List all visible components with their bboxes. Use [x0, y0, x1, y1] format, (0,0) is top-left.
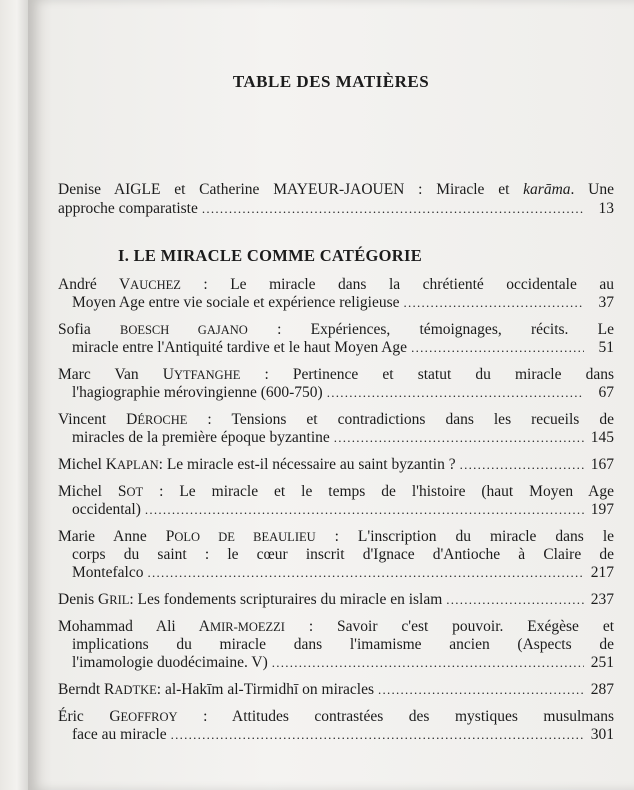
previous-page-edge: [0, 0, 28, 790]
toc-entry-line: [58, 546, 614, 564]
toc-entry: [58, 618, 614, 672]
entry-title: miracles de la première époque byzantine: [72, 429, 330, 446]
entry-title: : Les fondements scripturaires du miracle en islam: [129, 591, 443, 608]
toc-entry: [58, 528, 614, 582]
toc-entry-line: [58, 339, 614, 357]
entry-title: l'hagiographie mérovingienne (600-750): [72, 384, 323, 401]
entry-author: Marc Van UYTFANGHE: [58, 366, 241, 383]
leader-dots: [145, 501, 584, 519]
toc-entry-line: [58, 528, 614, 546]
entry-title: implications du miracle dans l'imamisme ancien (Aspects de: [72, 636, 614, 653]
leader-dots: [334, 429, 584, 447]
toc-entry-line: [58, 483, 614, 501]
page-number: 145: [590, 429, 614, 446]
intro-line-1: [58, 180, 614, 199]
toc-entry: [58, 591, 614, 609]
leader-dots: [404, 294, 584, 312]
leader-dots: [378, 681, 584, 699]
leader-dots: [446, 591, 584, 609]
entry-title: miracle entre l'Antiquité tardive et le haut Moyen Age: [72, 339, 408, 356]
entry-title: : Expériences, témoignages, récits. Le: [277, 321, 615, 338]
page-number: 51: [598, 339, 614, 356]
toc-entry-line: [58, 726, 614, 744]
intro-title-end: . Une: [570, 181, 614, 198]
toc-entry-line: [58, 636, 614, 654]
intro-line-2: [58, 199, 614, 218]
entry-title: : Pertinence et statut du miracle dans: [264, 366, 614, 383]
leader-dots: [202, 199, 584, 218]
entry-title: occidental): [72, 501, 141, 518]
toc-entry-line: [58, 384, 614, 402]
toc-entry: [58, 366, 614, 402]
entry-title: : Le miracle est-il nécessaire au saint byzantin ?: [158, 456, 456, 473]
toc-entry-line: [58, 681, 614, 699]
entry-title: : Savoir c'est pouvoir. Exégèse et: [308, 618, 615, 635]
entry-title: corps du saint : le cœur inscrit d'Ignace d'Antioche à Claire de: [72, 546, 614, 563]
entry-title: : Attitudes contrastées des mystiques musulmans: [203, 708, 615, 725]
page-number: 37: [598, 294, 614, 311]
toc-entry: [58, 483, 614, 519]
toc-entry: [58, 681, 614, 699]
page-number: 167: [590, 456, 614, 473]
entry-author: Marie Anne POLO DE BEAULIEU: [58, 528, 316, 545]
leader-dots: [460, 456, 584, 474]
page-number: 287: [590, 681, 614, 698]
intro-title-italic: karāma: [523, 181, 571, 198]
leader-dots: [147, 564, 584, 582]
page-number: 237: [590, 591, 614, 608]
intro-title-start: Miracle et: [422, 181, 524, 198]
toc-entry: [58, 708, 614, 744]
page-number: 251: [590, 654, 614, 671]
entry-author: Mohammad Ali AMIR-MOEZZI: [58, 618, 285, 635]
entry-title: l'imamologie duodécimaine. V): [72, 654, 268, 671]
toc-entries: [58, 276, 614, 753]
toc-entry-line: [58, 411, 614, 429]
toc-entry: [58, 456, 614, 474]
page-number: 197: [590, 501, 614, 518]
entry-author: Berndt RADTKE: [58, 681, 157, 698]
leader-dots: [171, 726, 584, 744]
entry-title: : Le miracle et le temps de l'histoire (haut Moyen Age: [159, 483, 615, 500]
toc-entry-line: [58, 276, 614, 294]
page-number: 301: [590, 726, 614, 743]
toc-entry-line: [58, 708, 614, 726]
entry-title: Moyen Age entre vie sociale et expérience religieuse: [72, 294, 400, 311]
intro-entry: [58, 180, 614, 218]
toc-entry-line: [58, 294, 614, 312]
entry-title: face au miracle: [72, 726, 167, 743]
entry-author: André VAUCHEZ: [58, 276, 181, 293]
leader-dots: [411, 339, 584, 357]
toc-entry-line: [58, 618, 614, 636]
toc-entry: [58, 276, 614, 312]
entry-title: : L'inscription du miracle dans le: [334, 528, 615, 545]
leader-dots: [272, 654, 584, 672]
page-number: 13: [598, 200, 614, 217]
entry-title: : al-Hakīm al-Tirmidhī on miracles: [156, 681, 375, 698]
toc-entry-line: [58, 591, 614, 609]
entry-title: : Tensions et contradictions dans les recueils de: [207, 411, 614, 428]
toc-title: TABLE DES MATIÈRES: [232, 72, 430, 91]
toc-entry-line: [58, 456, 614, 474]
entry-title: Montefalco: [72, 564, 144, 581]
toc-entry-line: [58, 321, 614, 339]
entry-title: : Le miracle dans la chrétienté occidentale au: [203, 276, 614, 293]
page-number: 67: [598, 384, 614, 401]
intro-title-line2: approche comparatiste: [58, 200, 198, 217]
book-page: [28, 0, 634, 790]
entry-author: Michel KAPLAN: [58, 456, 159, 473]
toc-entry-line: [58, 366, 614, 384]
toc-entry-line: [58, 564, 614, 582]
entry-author: Denis GRIL: [58, 591, 130, 608]
entry-author: Sofia BOESCH GAJANO: [58, 321, 248, 338]
toc-entry-line: [58, 501, 614, 519]
intro-authors: Denise AIGLE et Catherine MAYEUR-JAOUEN :: [58, 181, 423, 198]
leader-dots: [327, 384, 584, 402]
toc-entry-line: [58, 429, 614, 447]
entry-author: Michel SOT: [58, 483, 144, 500]
entry-author: Éric GEOFFROY: [58, 708, 178, 725]
toc-entry-line: [58, 654, 614, 672]
section-heading: I. LE MIRACLE COMME CATÉGORIE: [118, 246, 423, 265]
toc-entry: [58, 321, 614, 357]
page-number: 217: [590, 564, 614, 581]
entry-author: Vincent DÉROCHE: [58, 411, 188, 428]
toc-entry: [58, 411, 614, 447]
